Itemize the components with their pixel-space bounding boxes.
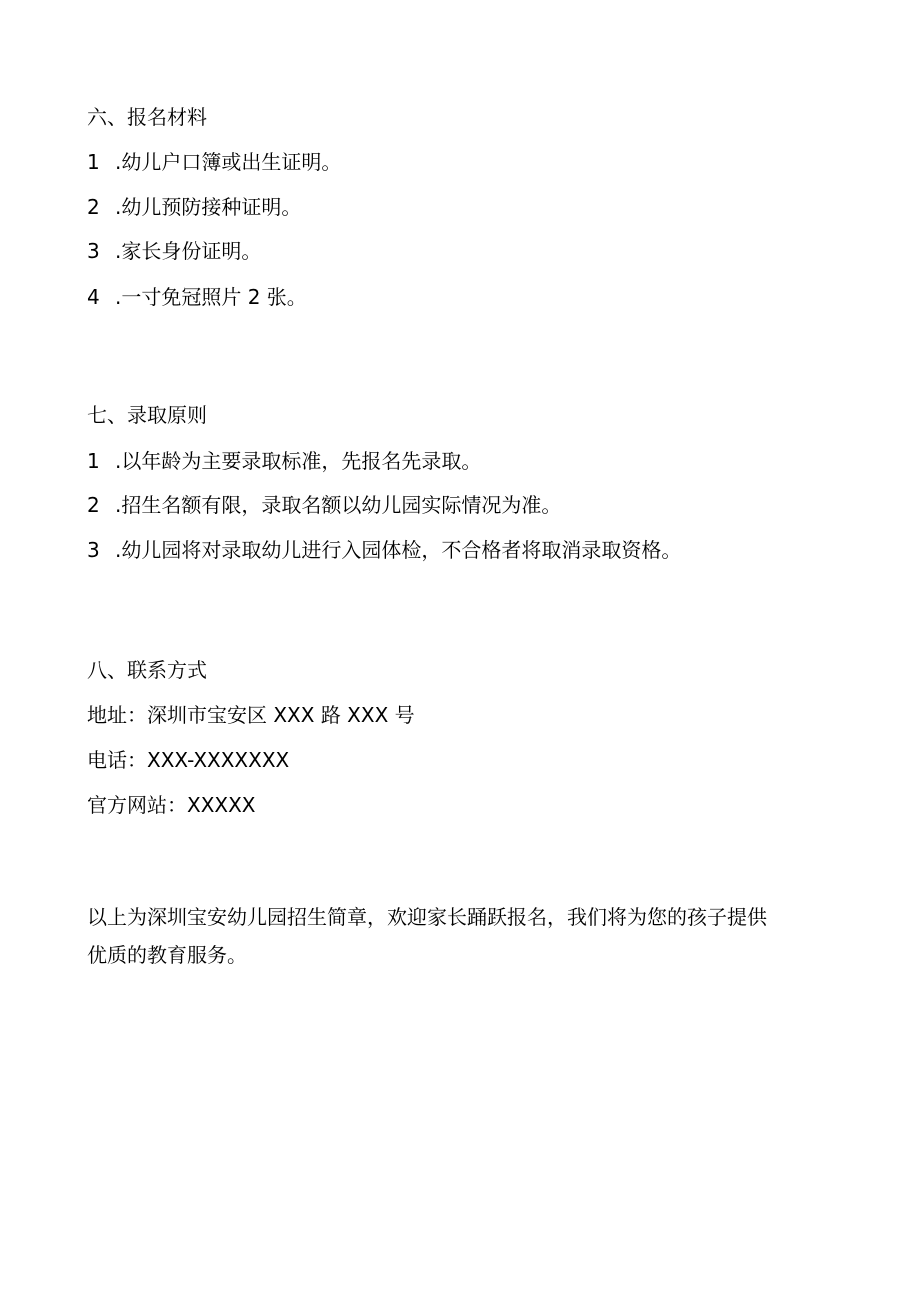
section-6-heading: 六、报名材料	[87, 105, 207, 129]
list-item	[87, 148, 341, 176]
contact-phone: 电话：XXX-XXXXXXX	[87, 748, 290, 772]
item-text: .幼儿预防接种证明。	[115, 195, 302, 219]
closing-text-line-2: 优质的教育服务。	[87, 943, 247, 967]
list-item	[87, 536, 681, 564]
item-number: 4	[87, 285, 100, 309]
item-number: 3	[87, 538, 100, 562]
item-text: .一寸免冠照片 2 张。	[115, 285, 307, 309]
section-7-heading: 七、录取原则	[87, 403, 207, 427]
item-text: .以年龄为主要录取标准，先报名先录取。	[115, 449, 482, 473]
item-number: 2	[87, 493, 100, 517]
list-item	[87, 491, 561, 519]
item-number: 2	[87, 195, 100, 219]
closing-text-line-1: 以上为深圳宝安幼儿园招生简章，欢迎家长踊跃报名，我们将为您的孩子提供	[87, 905, 767, 929]
list-item	[87, 237, 261, 265]
item-text: .招生名额有限，录取名额以幼儿园实际情况为准。	[115, 493, 562, 517]
section-8-heading: 八、联系方式	[87, 658, 207, 682]
item-text: .幼儿户口簿或出生证明。	[115, 150, 342, 174]
list-item	[87, 447, 481, 475]
contact-address: 地址：深圳市宝安区 XXX 路 XXX 号	[87, 703, 415, 727]
item-number: 3	[87, 239, 100, 263]
contact-website: 官方网站：XXXXX	[87, 793, 256, 817]
item-text: .幼儿园将对录取幼儿进行入园体检，不合格者将取消录取资格。	[115, 538, 682, 562]
item-number: 1	[87, 449, 100, 473]
item-number: 1	[87, 150, 100, 174]
list-item	[87, 193, 301, 221]
item-text: .家长身份证明。	[115, 239, 262, 263]
list-item	[87, 283, 307, 311]
